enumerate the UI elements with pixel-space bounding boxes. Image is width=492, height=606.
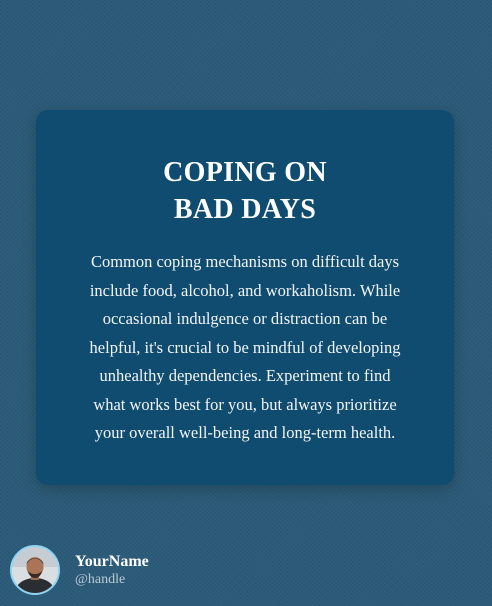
card-body-line: Common coping mechanisms on difficult days xyxy=(90,252,400,271)
card-title-line: COPING ON xyxy=(163,157,327,188)
avatar-person-icon xyxy=(12,547,58,593)
card-body-line: your overall well-being and long-term health. xyxy=(94,423,396,442)
author-name: YourName xyxy=(75,552,149,570)
card-body-line: helpful, it's crucial to be mindful of developing xyxy=(89,337,401,357)
card-body-line: what works best for you, but always prioritize xyxy=(93,394,397,414)
author-text xyxy=(75,552,149,589)
card-body-line: include food, alcohol, and workaholism. While xyxy=(89,280,401,300)
card-title-line: BAD DAYS xyxy=(173,194,317,225)
card-body xyxy=(74,248,416,448)
card-title xyxy=(36,154,454,228)
quote-card xyxy=(36,110,454,485)
author-block xyxy=(10,545,149,595)
author-handle: @handle xyxy=(75,571,126,587)
card-body-line: unhealthy dependencies. Experiment to find xyxy=(99,366,391,385)
avatar xyxy=(10,545,60,595)
card-body-line: occasional indulgence or distraction can be xyxy=(102,309,388,328)
